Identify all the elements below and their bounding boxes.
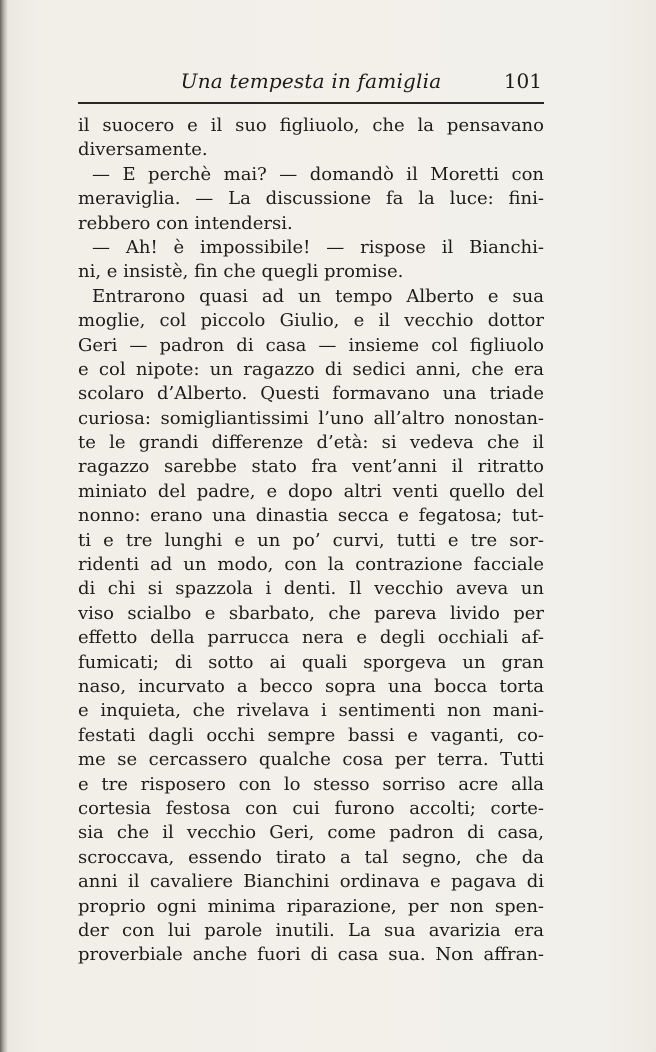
text-line: e inquieta, che rivelava i sentimenti non mani- xyxy=(78,700,544,722)
text-line: ragazzo sarebbe stato fra vent’anni il ritratto xyxy=(78,456,544,478)
text-line: te le grandi differenze d’età: si vedeva che il xyxy=(78,432,544,454)
text-line: — Ah! è impossibile! — rispose il Bianchi- xyxy=(92,236,544,258)
text-line: rebbero con intendersi. xyxy=(78,212,293,234)
text-line: cortesia festosa con cui furono accolti; corte- xyxy=(78,797,544,819)
running-head xyxy=(78,66,544,96)
text-line: effetto della parrucca nera e degli occhiali af- xyxy=(78,627,544,649)
text-line: fumicati; di sotto ai quali sporgeva un gran xyxy=(78,651,544,673)
text-line: meraviglia. — La discussione fa la luce: fini- xyxy=(78,188,544,210)
text-line: scroccava, essendo tirato a tal segno, che da xyxy=(78,846,544,868)
text-line: di chi si spazzola i denti. Il vecchio aveva un xyxy=(78,578,544,600)
text-line: ridenti ad un modo, con la contrazione facciale xyxy=(78,554,544,576)
text-line: il suocero e il suo figliuolo, che la pensavano xyxy=(78,115,544,136)
running-title: Una tempesta in famiglia xyxy=(180,69,442,93)
text-line: moglie, col piccolo Giulio, e il vecchio dottor xyxy=(78,310,544,332)
text-line: e tre risposero con lo stesso sorriso acre alla xyxy=(78,773,544,795)
text-line: miniato del padre, e dopo altri venti quello del xyxy=(78,480,544,502)
text-line: e col nipote: un ragazzo di sedici anni, che era xyxy=(78,358,544,380)
text-line: viso scialbo e sbarbato, che pareva livido per xyxy=(78,602,544,624)
text-line: Geri — padron di casa — insieme col figliuolo xyxy=(78,334,544,356)
text-line: scolaro d’Alberto. Questi formavano una triade xyxy=(78,383,544,405)
text-line: anni il cavaliere Bianchini ordinava e pagava di xyxy=(78,871,544,893)
text-line: ni, e insistè, fin che quegli promise. xyxy=(78,261,404,283)
text-line: nonno: erano una dinastia secca e fegatosa; tut- xyxy=(78,505,544,527)
text-line: diversamente. xyxy=(78,139,208,161)
text-line: Entrarono quasi ad un tempo Alberto e sua xyxy=(92,285,544,307)
text-line: sia che il vecchio Geri, come padron di casa, xyxy=(78,822,544,844)
text-line: — E perchè mai? — domandò il Moretti con xyxy=(92,163,544,185)
text-line: ti e tre lunghi e un po’ curvi, tutti e tre sor- xyxy=(78,529,544,551)
header-rule xyxy=(78,102,544,104)
text-line: festati dagli occhi sempre bassi e vaganti, co- xyxy=(78,724,544,746)
page-binding-edge xyxy=(0,0,8,1052)
text-line: der con lui parole inutili. La sua avarizia era xyxy=(78,919,544,941)
page-number: 101 xyxy=(503,69,542,93)
body-text xyxy=(78,114,544,968)
text-line: naso, incurvato a becco sopra una bocca torta xyxy=(78,675,544,697)
text-line: proverbiale anche fuori di casa sua. Non affran- xyxy=(78,944,544,966)
text-line: curiosa: somigliantissimi l’uno all’altro nonostan- xyxy=(78,407,544,429)
text-line: me se cercassero qualche cosa per terra. Tutti xyxy=(78,749,544,771)
text-line: proprio ogni minima riparazione, per non spen- xyxy=(78,895,544,917)
